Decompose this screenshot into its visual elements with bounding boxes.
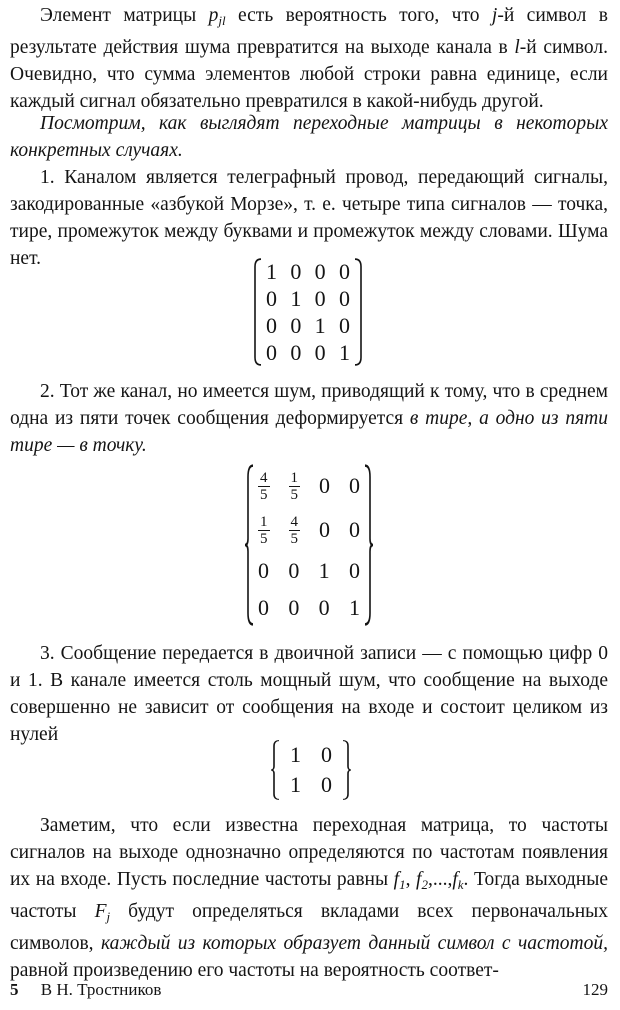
matrix-row: 0 0 1 0 xyxy=(258,557,360,583)
paragraph-case-2: 2. Тот же канал, но имеется шум, приводящий к тому, что в среднем одна из пяти точек сообщения деформируется в тире, а одно из пяти тире — в точку. xyxy=(10,381,608,456)
left-brace-icon xyxy=(244,464,254,626)
left-brace-icon xyxy=(270,740,280,800)
matrix-binary xyxy=(270,740,352,800)
footer-left xyxy=(10,980,179,1000)
fraction: $\frac{4}{5}$ xyxy=(290,513,298,547)
matrix-row: $\frac{4}{5}$ $\frac{1}{5}$ 0 0 xyxy=(260,469,360,503)
left-brace-icon xyxy=(252,258,262,366)
matrix-row: 1 0 0 0 xyxy=(266,258,350,284)
paragraph-case-1: 1. Каналом является телеграфный провод, передающий сигналы, закодированные «азбукой Морзе», т. е. четыре типа сигналов — точка, тире, промежуток между буквами и промежуток между словами. Шума нет. xyxy=(10,167,608,269)
right-brace-icon xyxy=(342,740,352,800)
fraction: $\frac{4}{5}$ xyxy=(260,469,268,503)
page-footer xyxy=(10,980,608,1000)
page-number: 129 xyxy=(582,980,608,999)
matrix-identity-rows xyxy=(262,258,354,366)
matrix-noisy-rows xyxy=(254,464,364,626)
author-name: В Н. Тростников xyxy=(40,980,162,999)
matrix-row: $\frac{1}{5}$ $\frac{4}{5}$ 0 0 xyxy=(260,513,360,547)
matrix-row: 0 0 1 0 xyxy=(266,312,350,338)
paragraph-matrix-element: Элемент матрицы $p_{jl}$ есть вероятность того, что j-й символ в результате действия шума превратится на выходе канала в l-й символ. Очевидно, что сумма элементов любой строки равна единице, если каждый сигнал обязательно превратился в какой-нибудь другой. xyxy=(10,5,608,112)
matrix-row: 0 0 0 1 xyxy=(258,594,360,620)
matrix-identity xyxy=(252,258,364,366)
matrix-binary-rows xyxy=(280,740,342,800)
paragraph-output-frequencies: Заметим, что если известна переходная матрица, то частоты сигналов на выходе однозначно определяются по частотам появления их на входе. Пусть последние частоты равны $f_1$, $f_2,...,f_k$. Тогда выходные частоты $F_j$ будут определяться вкладами всех первоначальных символов, каждый из которых образует данный символ с частотой, равной произведению его частоты на вероятность соответ- xyxy=(10,815,609,981)
right-brace-icon xyxy=(354,258,364,366)
fraction: $\frac{1}{5}$ xyxy=(260,513,268,547)
paragraph-case-3: 3. Сообщение передается в двоичной записи — с помощью цифр 0 и 1. В канале имеется столь мощный шум, что сообщение на выходе совершенно не зависит от сообщения на входе и состоит целиком из нулей xyxy=(10,643,608,745)
right-brace-icon xyxy=(364,464,374,626)
matrix-row: 0 1 0 0 xyxy=(266,285,350,311)
fraction: $\frac{1}{5}$ xyxy=(290,469,298,503)
paragraph-transition-intro: Посмотрим, как выглядят переходные матрицы в некоторых конкретных случаях. xyxy=(10,113,608,161)
signature-mark: 5 xyxy=(10,980,19,999)
matrix-noisy xyxy=(244,464,374,626)
matrix-row: 1 0 xyxy=(290,742,332,767)
matrix-row: 0 0 0 1 xyxy=(266,339,350,365)
matrix-row: 1 0 xyxy=(290,772,332,797)
